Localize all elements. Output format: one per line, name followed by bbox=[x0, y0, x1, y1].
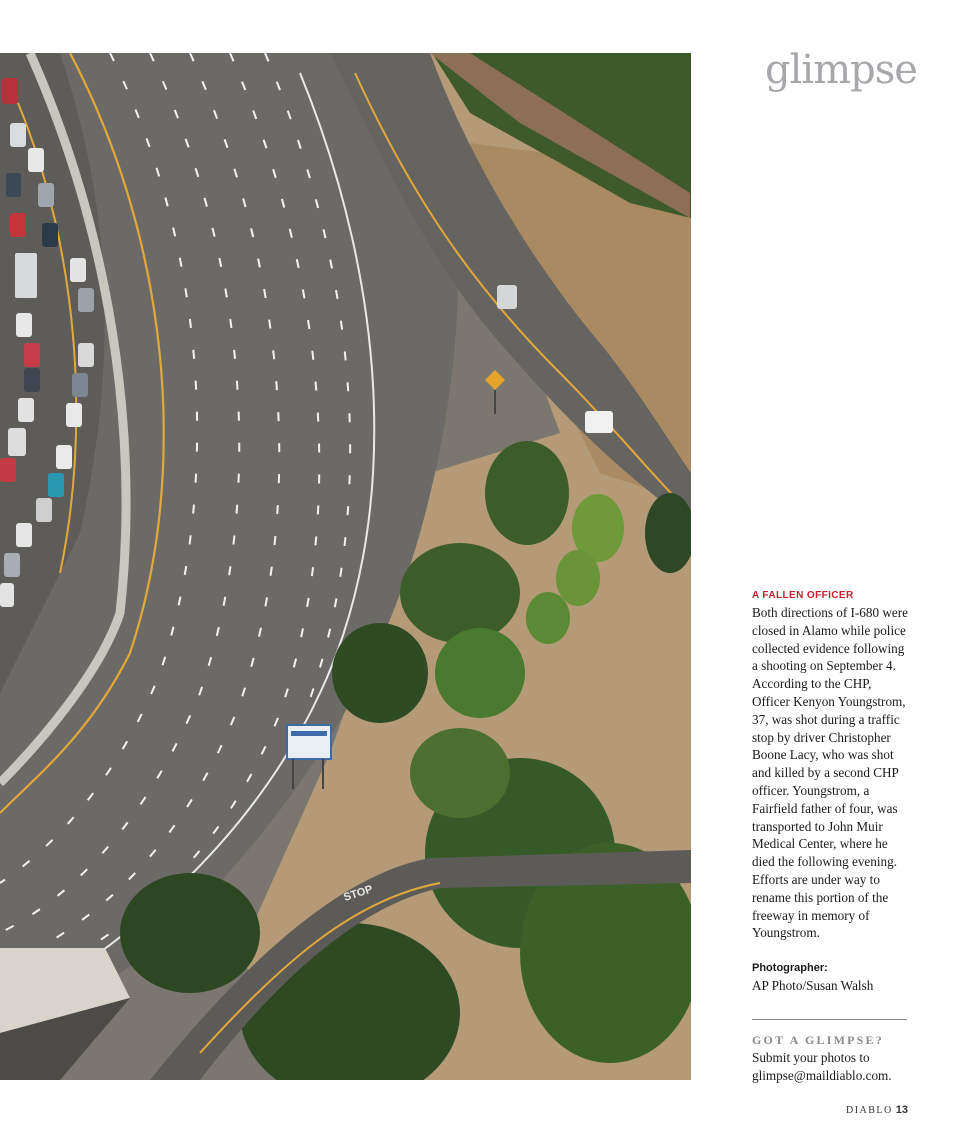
photographer-credit: AP Photo/Susan Walsh bbox=[752, 978, 874, 993]
cta-body: Submit your photos to glimpse@maildiablo.com. bbox=[752, 1050, 892, 1083]
article-kicker: A FALLEN OFFICER bbox=[752, 590, 854, 601]
divider bbox=[752, 1019, 907, 1020]
cta-title: GOT A GLIMPSE? bbox=[752, 1033, 884, 1047]
freeway-aerial-photo bbox=[0, 53, 691, 1080]
section-title: glimpse bbox=[765, 47, 917, 93]
folio-magazine: DIABLO bbox=[845, 1105, 893, 1116]
page-folio bbox=[846, 1104, 908, 1116]
article-body: Both directions of I-680 were closed in Alamo while police collected evidence following a shooting on September 4. According to the CHP, Officer Kenyon Youngstrom, 37, was shot during a traffic stop by driver Christopher Boone Lacy, who was shot and killed by a second CHP officer. Youngstrom, a Fairfield father of four, was transported to John Muir Medical Center, where he died the following evening. Efforts are under way to rename this portion of the freeway in memory of Youngstrom. bbox=[752, 605, 909, 941]
folio-page-number: 13 bbox=[895, 1104, 908, 1116]
photographer-label: Photographer: bbox=[752, 962, 828, 974]
stop-road-marking: STOP bbox=[342, 883, 375, 904]
